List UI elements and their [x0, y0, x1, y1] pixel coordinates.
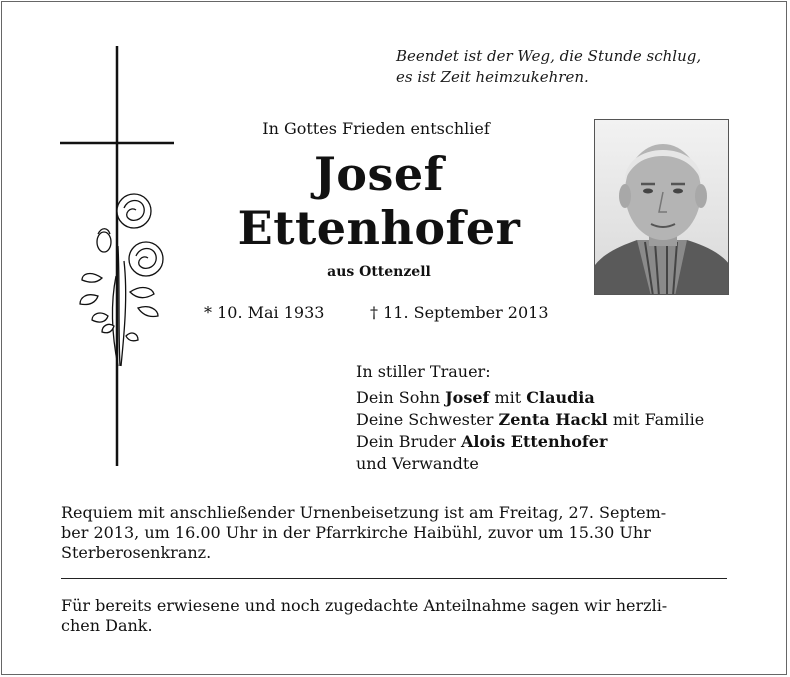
mourner-line-3 [356, 431, 704, 453]
mourner-line-4: und Verwandte [356, 454, 479, 473]
first-name: Josef [314, 147, 444, 201]
mourner-suffix: mit Familie [607, 410, 705, 429]
mourners-heading: In stiller Trauer: [356, 362, 491, 381]
requiem-line-2: ber 2013, um 16.00 Uhr in der Pfarrkirche Haibühl, zuvor um 15.30 Uhr [61, 523, 651, 542]
mourner-line-2 [356, 409, 704, 431]
mourner-name: Zenta Hackl [498, 410, 608, 429]
poem-line-1: Beendet ist der Weg, die Stunde schlug, [396, 47, 702, 65]
thanks-line-2: chen Dank. [61, 616, 153, 635]
poem [396, 46, 701, 88]
mourners-block [356, 361, 704, 475]
death-date: † 11. September 2013 [370, 303, 549, 322]
birth-date: * 10. Mai 1933 [204, 303, 325, 322]
last-name: Ettenhofer [237, 201, 521, 255]
mourner-name: Claudia [526, 388, 595, 407]
mourner-relation: Dein Bruder [356, 432, 461, 451]
mourner-line-1 [356, 387, 704, 409]
mourner-relation: Dein Sohn [356, 388, 446, 407]
requiem-line-1: Requiem mit anschließender Urnenbeisetzung ist am Freitag, 27. Septem- [61, 503, 667, 522]
mourner-relation: Deine Schwester [356, 410, 499, 429]
thanks-paragraph [61, 596, 727, 636]
mourner-name: Josef [445, 388, 490, 407]
mourner-joiner: mit [489, 388, 527, 407]
thanks-line-1: Für bereits erwiesene und noch zugedachte Anteilnahme sagen wir herzli- [61, 596, 668, 615]
mourner-name: Alois Ettenhofer [460, 432, 608, 451]
requiem-line-3: Sterberosenkranz. [61, 543, 212, 562]
intro-label: In Gottes Frieden entschlief [262, 119, 490, 138]
requiem-paragraph [61, 503, 727, 563]
origin: aus Ottenzell [327, 264, 431, 280]
divider [61, 578, 727, 579]
portrait-photo [594, 119, 729, 295]
poem-line-2: es ist Zeit heimzukehren. [396, 68, 589, 86]
cross-icon [58, 46, 178, 470]
